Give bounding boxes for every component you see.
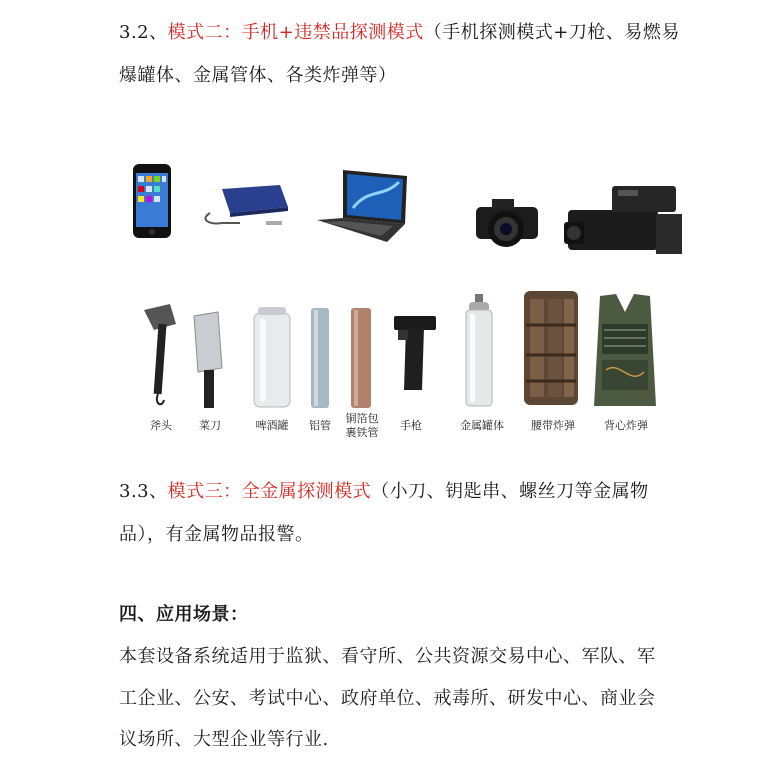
copper-foil-iron-pipe-image	[348, 306, 374, 410]
hard-drive-image	[200, 183, 290, 227]
mode-description: （手机探测模式+刀枪、易燃易	[423, 22, 680, 43]
vest-bomb-image	[590, 290, 660, 410]
section-4-line-3: 议场所、大型企业等行业.	[119, 729, 329, 750]
smartphone-image	[132, 163, 172, 239]
caption-belt-bomb: 腰带炸弹	[531, 419, 575, 432]
caption-copper-foil-line-2: 裹铁管	[345, 426, 379, 439]
pistol-image	[392, 310, 438, 398]
aluminum-tube-image	[308, 306, 332, 410]
dslr-camera-image	[470, 195, 546, 251]
metal-canister-image	[463, 292, 495, 410]
mode-title: 模式三：全金属探测模式	[167, 481, 372, 502]
caption-copper-foil-line-1: 铜箔包	[345, 412, 379, 425]
section-4-line-2: 工企业、公安、考试中心、政府单位、戒毒所、研发中心、商业会	[119, 688, 656, 709]
video-camera-image	[560, 180, 688, 260]
caption-vest-bomb: 背心炸弹	[604, 419, 648, 432]
section-3-3-line-2: 品），有金属物品报警。	[119, 524, 314, 545]
axe-image	[140, 300, 180, 410]
section-4-line-1: 本套设备系统适用于监狱、看守所、公共资源交易中心、军队、军	[119, 646, 656, 667]
laptop-image	[313, 168, 413, 246]
section-number: 3.2、	[119, 22, 168, 43]
cleaver-image	[190, 310, 226, 414]
caption-axe: 斧头	[150, 419, 172, 432]
section-3-2-line-2: 爆罐体、金属管体、各类炸弹等）	[119, 65, 397, 86]
caption-aluminum-tube: 铝管	[309, 419, 331, 432]
caption-cleaver: 菜刀	[199, 419, 221, 432]
section-3-3-line-1	[119, 477, 649, 503]
section-3-2-line-1	[119, 18, 680, 44]
mode-title: 模式二：手机+违禁品探测模式	[167, 22, 424, 43]
beer-can-image	[250, 305, 294, 411]
mode-description: （小刀、钥匙串、螺丝刀等金属物	[371, 481, 649, 502]
belt-bomb-image	[518, 285, 584, 411]
caption-pistol: 手枪	[400, 419, 422, 432]
caption-beer-can: 啤酒罐	[255, 419, 289, 432]
caption-metal-canister: 金属罐体	[460, 419, 504, 432]
section-4-heading: 四、应用场景：	[119, 604, 249, 625]
section-number: 3.3、	[119, 481, 168, 502]
